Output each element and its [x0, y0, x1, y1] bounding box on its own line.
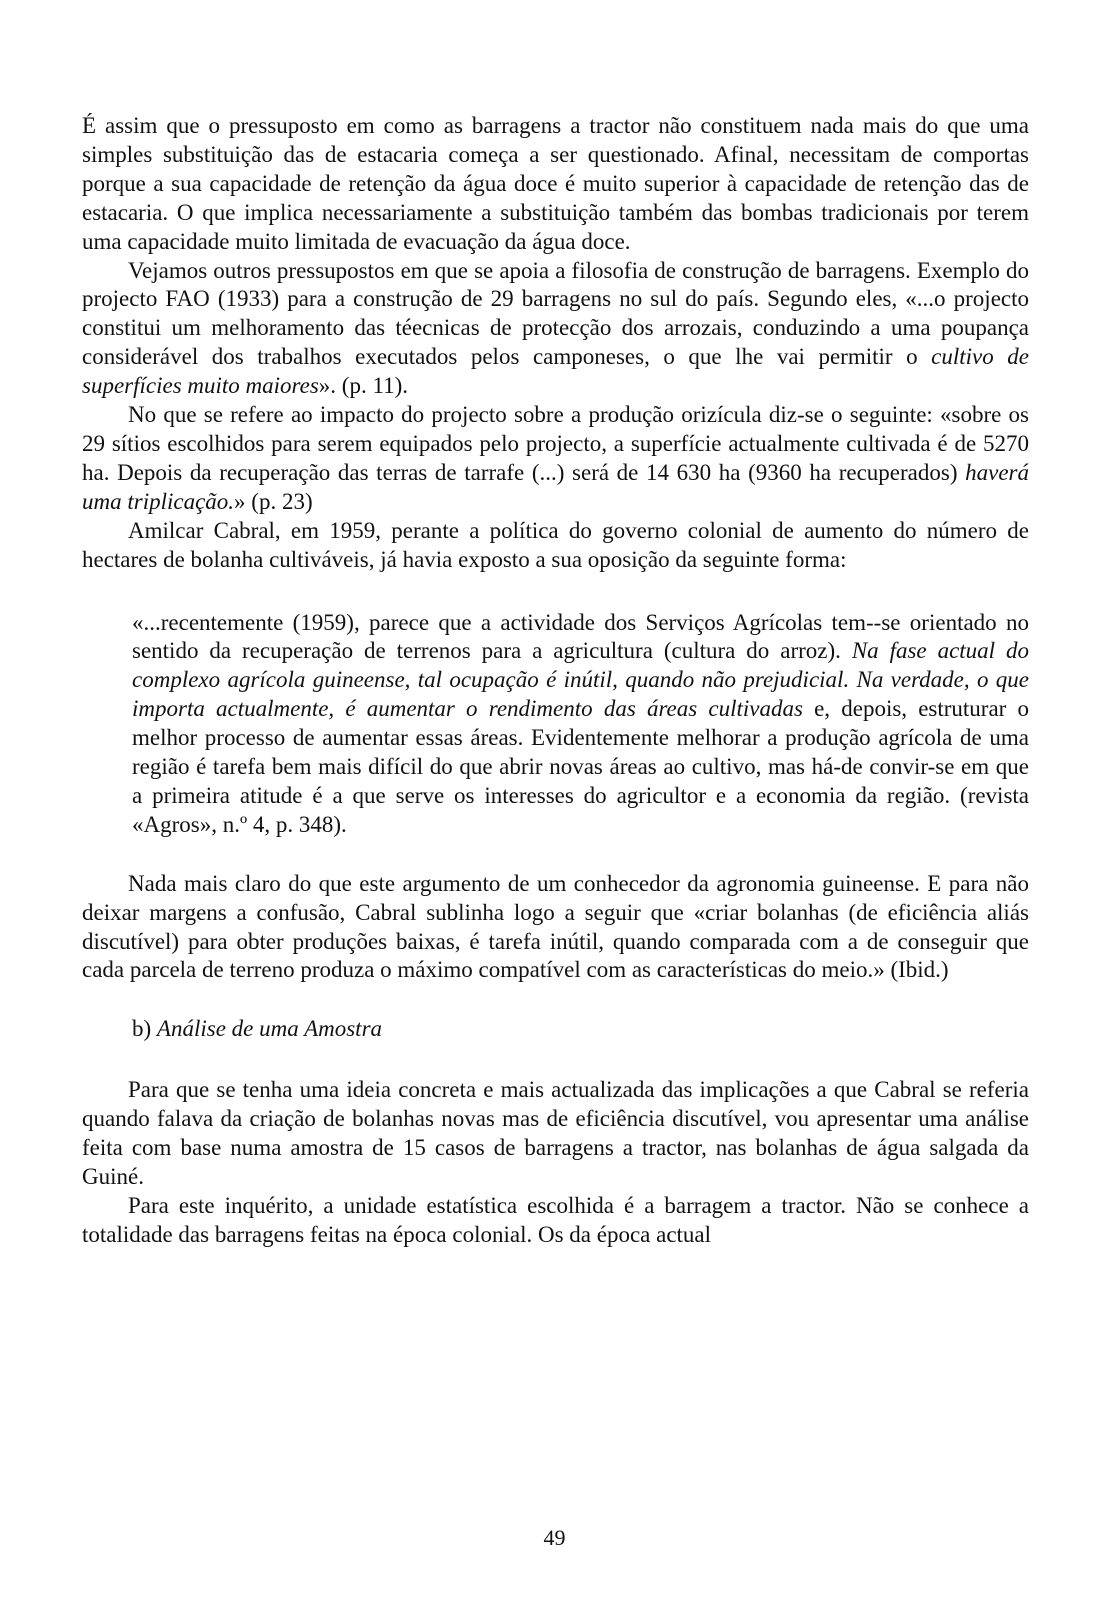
- paragraph-2-end: ». (p. 11).: [318, 373, 409, 399]
- paragraph-1-text: É assim que o pressuposto em como as barragens a tractor não constituem nada mais do que uma simples substituição das de estacaria começa a ser questionado. Afinal, necessitam de comportas porque a sua capacidade de retenção da água doce é muito superior à capacidade de retenção das de estacaria. O que implica necessariamente a substituição também das bombas tradicionais por terem uma capacidade muito limitada de evacuação da água doce.: [82, 113, 1029, 254]
- paragraph-6: [82, 1076, 1029, 1192]
- paragraph-4-text: Amilcar Cabral, em 1959, perante a política do governo colonial de aumento do número de hectares de bolanha cultiváveis, já havia exposto a sua oposição da seguinte forma:: [82, 517, 1029, 572]
- paragraph-2: [82, 257, 1029, 402]
- paragraph-4: [82, 517, 1029, 575]
- paragraph-3-italic: haverá uma triplicação.: [82, 459, 1029, 514]
- paragraph-3-text: No que se refere ao impacto do projecto sobre a produção orizícula diz-se o seguinte: «sobre os 29 sítios escolhidos para serem equipados pelo projecto, a superfície actualmente cultivada é de 5270 ha. Depois da recuperação das terras de tarrafe (...) será de 14 630 ha (9360 ha recuperados): [82, 402, 1029, 485]
- paragraph-3-end: » (p. 23): [234, 488, 313, 514]
- section-heading-label: b): [132, 1016, 157, 1042]
- paragraph-2-italic: cultivo de superfícies muito maiores: [82, 344, 1030, 399]
- paragraph-2-text: Vejamos outros pressupostos em que se apoia a filosofia de construção de barragens. Exemplo do projecto FAO (1933) para a construção de 29 barragens no sul do país. Segundo eles, «...o projecto constitui um melhoramento das téecnicas de protecção dos arrozais, conduzindo a uma poupança considerável dos trabalhos executados pelos camponeses, o que lhe vai permitir o: [82, 257, 1029, 370]
- section-heading-title: Análise de uma Amostra: [156, 1016, 383, 1042]
- block-quote: [132, 609, 1029, 840]
- paragraph-5: [82, 870, 1029, 986]
- section-heading: [132, 1015, 1029, 1044]
- paragraph-7: [82, 1192, 1029, 1250]
- paragraph-6-text: Para que se tenha uma ideia concreta e mais actualizada das implicações a que Cabral se referia quando falava da criação de bolanhas novas mas de eficiência discutível, vou apresentar uma análise feita com base numa amostra de 15 casos de barragens a tractor, nas bolanhas de água salgada da Guiné.: [82, 1077, 1029, 1189]
- paragraph-7-text: Para este inquérito, a unidade estatística escolhida é a barragem a tractor. Não se conhece a totalidade das barragens feitas na época colonial. Os da época actual: [82, 1192, 1029, 1247]
- quote-italic: Na fase actual do complexo agrícola guineense, tal ocupação é inútil, quando não prejudicial. Na verdade, o que importa actualmente, é aumentar o rendimento das áreas cultivadas: [132, 638, 1029, 722]
- paragraph-3: [82, 401, 1029, 517]
- paragraph-1: [82, 112, 1029, 257]
- paragraph-5-text: Nada mais claro do que este argumento de um conhecedor da agronomia guineense. E para não deixar margens a confusão, Cabral sublinha logo a seguir que «criar bolanhas (de eficiência aliás discutível) para obter produções baixas, é tarefa inútil, quando comparada com a de conseguir que cada parcela de terreno produza o máximo compatível com as características do meio.» (Ibid.): [82, 870, 1029, 983]
- quote-text-b: e, depois, estruturar o melhor processo de aumentar essas áreas. Evidentemente melhorar a produção agrícola de uma região é tarefa bem mais difícil do que abrir novas áreas ao cultivo, mas há-de convir-se em que a primeira atitude é a que serve os interesses do agricultor e a economia da região. (revista «Agros», n.º 4, p. 348).: [132, 696, 1030, 837]
- page-number: 49: [543, 1525, 566, 1550]
- quote-text-a: «...recentemente (1959), parece que a actividade dos Serviços Agrícolas tem--se orientado no sentido da recuperação de terrenos para a agricultura (cultura do arroz).: [132, 609, 1029, 664]
